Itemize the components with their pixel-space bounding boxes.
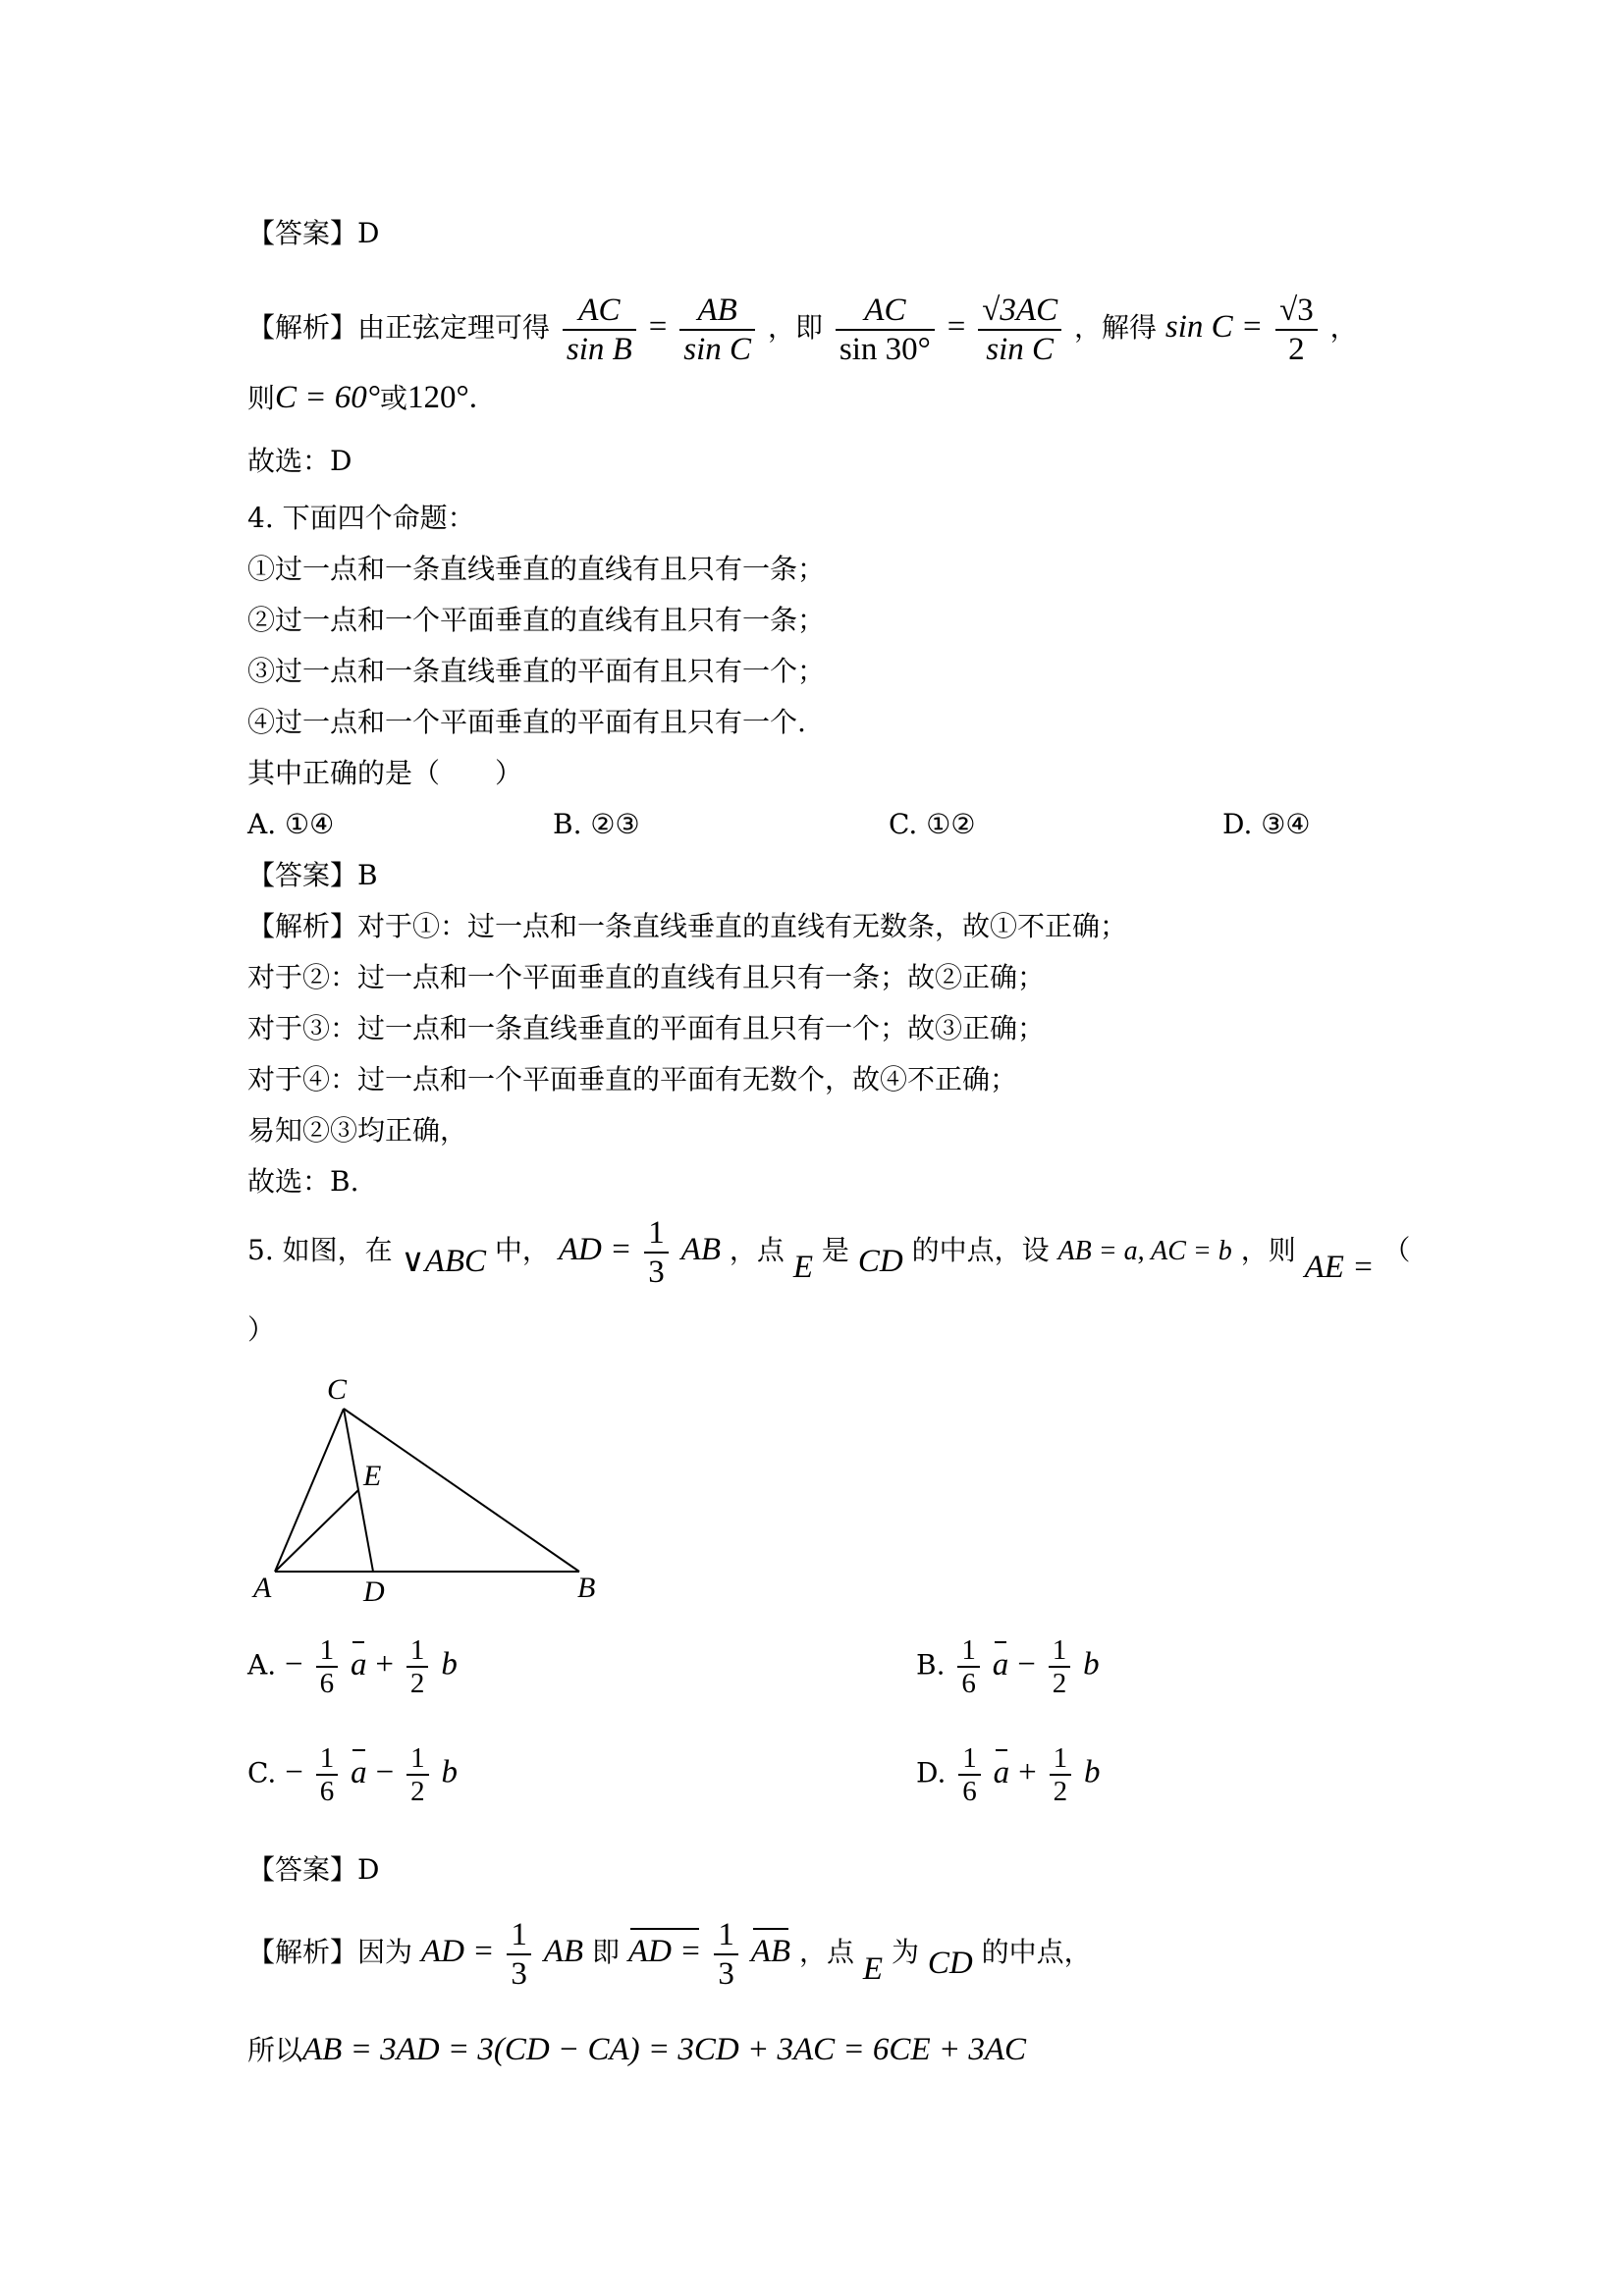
q3-comma: ，	[1329, 311, 1358, 344]
q4-option-c: C. ①②	[889, 808, 976, 840]
q5-dian: ，点	[729, 1234, 785, 1266]
q4-option-a: A. ①④	[247, 808, 335, 840]
q5-option-b	[916, 1634, 1100, 1699]
q4-statement-3: ③过一点和一条直线垂直的平面有且只有一个；	[247, 655, 826, 687]
q3-connector-jiede: ，解得	[1073, 311, 1157, 344]
label-c: C	[327, 1373, 348, 1406]
q4-analysis-1: 【解析】对于①：过一点和一条直线垂直的直线有无数条，故①不正确；	[247, 910, 1128, 942]
frac-sqrt3ac-sinc: $\frac{√3AC}{\text{sin C}}$	[978, 292, 1061, 368]
q5-stem-prefix: 5. 如图，在	[247, 1234, 393, 1266]
q5-last-prefix: 所以	[247, 2034, 303, 2066]
equals-sign: =	[947, 309, 966, 345]
frac-one-half: $\frac{1}{2}$	[1050, 1742, 1072, 1807]
frac-one-half: $\frac{1}{2}$	[1049, 1634, 1071, 1699]
frac-one-sixth: $\frac{1}{6}$	[958, 1742, 981, 1807]
q5-paren-open: （	[1382, 1234, 1411, 1266]
label-d: D	[363, 1575, 385, 1605]
operator: +	[375, 1646, 394, 1682]
equals-sign: =	[648, 309, 668, 345]
q4-analysis-4: 对于④：过一点和一个平面垂直的平面有无数个，故④不正确；	[247, 1063, 1018, 1095]
q5-shi: 是	[821, 1234, 849, 1266]
q5-e: E	[792, 1250, 813, 1285]
option-label: D.	[916, 1756, 947, 1789]
q4-analysis-2: 对于②：过一点和一个平面垂直的直线有且只有一条；故②正确；	[247, 961, 1046, 993]
q5-cd2: CD	[927, 1946, 973, 1981]
q5-analysis	[247, 1907, 1092, 1997]
sign: −	[285, 1646, 303, 1682]
frac-one-third: $\frac{1}{3}$	[644, 1214, 669, 1291]
q5-zhong: 中，	[494, 1234, 550, 1266]
q5-vec-ab: AB	[750, 1934, 791, 1969]
q5-ad-eq2: AD =	[420, 1934, 495, 1969]
q3-answer: 【答案】D	[247, 217, 380, 249]
q5-midpoint2: 的中点，	[981, 1936, 1092, 1968]
q5-ad-eq: AD =	[558, 1232, 632, 1267]
q5-option-c	[247, 1742, 458, 1807]
sin-c: sin C =	[1164, 309, 1264, 345]
frac-one-sixth: $\frac{1}{6}$	[316, 1634, 339, 1699]
q3-result-prefix: 则	[247, 382, 276, 414]
q5-vec-ad-eq: AD =	[627, 1934, 702, 1969]
q3-result	[247, 378, 477, 418]
q5-analysis-prefix: 【解析】因为	[247, 1936, 413, 1968]
q4-analysis-3: 对于③：过一点和一条直线垂直的平面有且只有一个；故③正确；	[247, 1012, 1046, 1044]
triangle-figure	[245, 1369, 609, 1605]
q5-stem	[247, 1205, 1410, 1296]
q4-analysis-6: 故选：B.	[247, 1165, 359, 1198]
label-a: A	[253, 1572, 272, 1604]
q4-statement-4: ④过一点和一个平面垂直的平面有且只有一个.	[247, 706, 806, 738]
q5-midpoint-text: 的中点，设	[911, 1234, 1050, 1266]
frac-ab-sinc: $\frac{AB}{\text{sin C}}$	[679, 292, 755, 368]
option-label: B.	[916, 1648, 946, 1682]
frac-ac-sin30: $\frac{AC}{\sin 30^\circ}$	[836, 292, 935, 368]
q5-triangle-abc: ∨ABC	[401, 1244, 487, 1279]
q5-ji: 即	[591, 1936, 620, 1968]
q4-statement-2: ②过一点和一个平面垂直的直线有且只有一条；	[247, 604, 826, 636]
q4-statement-1: ①过一点和一条直线垂直的直线有且只有一条；	[247, 553, 826, 585]
q5-last-line	[247, 2020, 1026, 2080]
vector-b: b	[1084, 1754, 1101, 1790]
vector-a: a	[992, 1646, 1009, 1682]
q5-last-math: AB = 3AD = 3(CD − CA) = 3CD + 3AC = 6CE + 3AC	[302, 2032, 1027, 2067]
label-b: B	[577, 1572, 596, 1604]
operator: +	[1018, 1754, 1037, 1790]
q5-option-d	[916, 1742, 1101, 1807]
q3-analysis	[247, 283, 1358, 372]
frac-one-half: $\frac{1}{2}$	[406, 1634, 429, 1699]
q3-analysis-prefix: 【解析】由正弦定理可得	[247, 311, 551, 344]
q3-result-or: 或	[380, 382, 408, 414]
vector-b: b	[1083, 1646, 1100, 1682]
q5-wei: 为	[891, 1936, 919, 1968]
frac-one-third: $\frac{1}{3}$	[507, 1916, 531, 1993]
q3-result-math2: 120°.	[407, 380, 477, 415]
operator: −	[1017, 1646, 1036, 1682]
q5-paren-close: ）	[247, 1313, 276, 1346]
q5-ab: AB	[680, 1232, 721, 1267]
vector-a: a	[350, 1646, 367, 1682]
sign: −	[285, 1754, 303, 1790]
q4-option-d: D. ③④	[1222, 808, 1311, 840]
q3-connector-ji: ，即	[767, 311, 823, 344]
vector-b: b	[441, 1646, 458, 1682]
option-label: C.	[247, 1756, 277, 1789]
q5-answer: 【答案】D	[247, 1853, 380, 1886]
frac-one-half: $\frac{1}{2}$	[406, 1742, 429, 1807]
vector-b: b	[441, 1754, 459, 1790]
frac-one-sixth: $\frac{1}{6}$	[316, 1742, 339, 1807]
frac-one-sixth: $\frac{1}{6}$	[957, 1634, 980, 1699]
q4-analysis-5: 易知②③均正确，	[247, 1114, 468, 1147]
label-e: E	[363, 1460, 382, 1492]
q4-option-b: B. ②③	[553, 808, 640, 840]
q5-cd: CD	[857, 1244, 903, 1279]
q4-answer: 【答案】B	[247, 859, 378, 891]
vector-a: a	[993, 1754, 1010, 1790]
frac-sqrt3-2: $\frac{√3}{2}$	[1275, 292, 1318, 368]
option-label: A.	[247, 1648, 277, 1682]
q5-e2: E	[862, 1951, 884, 1987]
segment-ae	[275, 1490, 358, 1572]
q5-ze: ，则	[1240, 1234, 1296, 1266]
segment-ac	[275, 1409, 344, 1572]
operator: −	[375, 1754, 395, 1790]
q5-dian2: ，点	[798, 1936, 854, 1968]
q3-result-math: C = 60°	[275, 380, 380, 415]
q5-option-a	[247, 1634, 458, 1699]
q5-ab2: AB	[543, 1934, 584, 1969]
vector-a: a	[351, 1754, 367, 1790]
q4-stem: 4. 下面四个命题：	[247, 502, 475, 534]
frac-one-third: $\frac{1}{3}$	[714, 1916, 738, 1993]
q5-set-vectors: AB = a, AC = b	[1057, 1236, 1232, 1266]
q3-choose: 故选：D	[247, 445, 352, 477]
frac-ac-sinb: $\frac{AC}{\text{sin B}}$	[563, 292, 636, 368]
q5-ae-eq: AE =	[1304, 1250, 1375, 1285]
q4-question: 其中正确的是（ ）	[247, 757, 523, 789]
